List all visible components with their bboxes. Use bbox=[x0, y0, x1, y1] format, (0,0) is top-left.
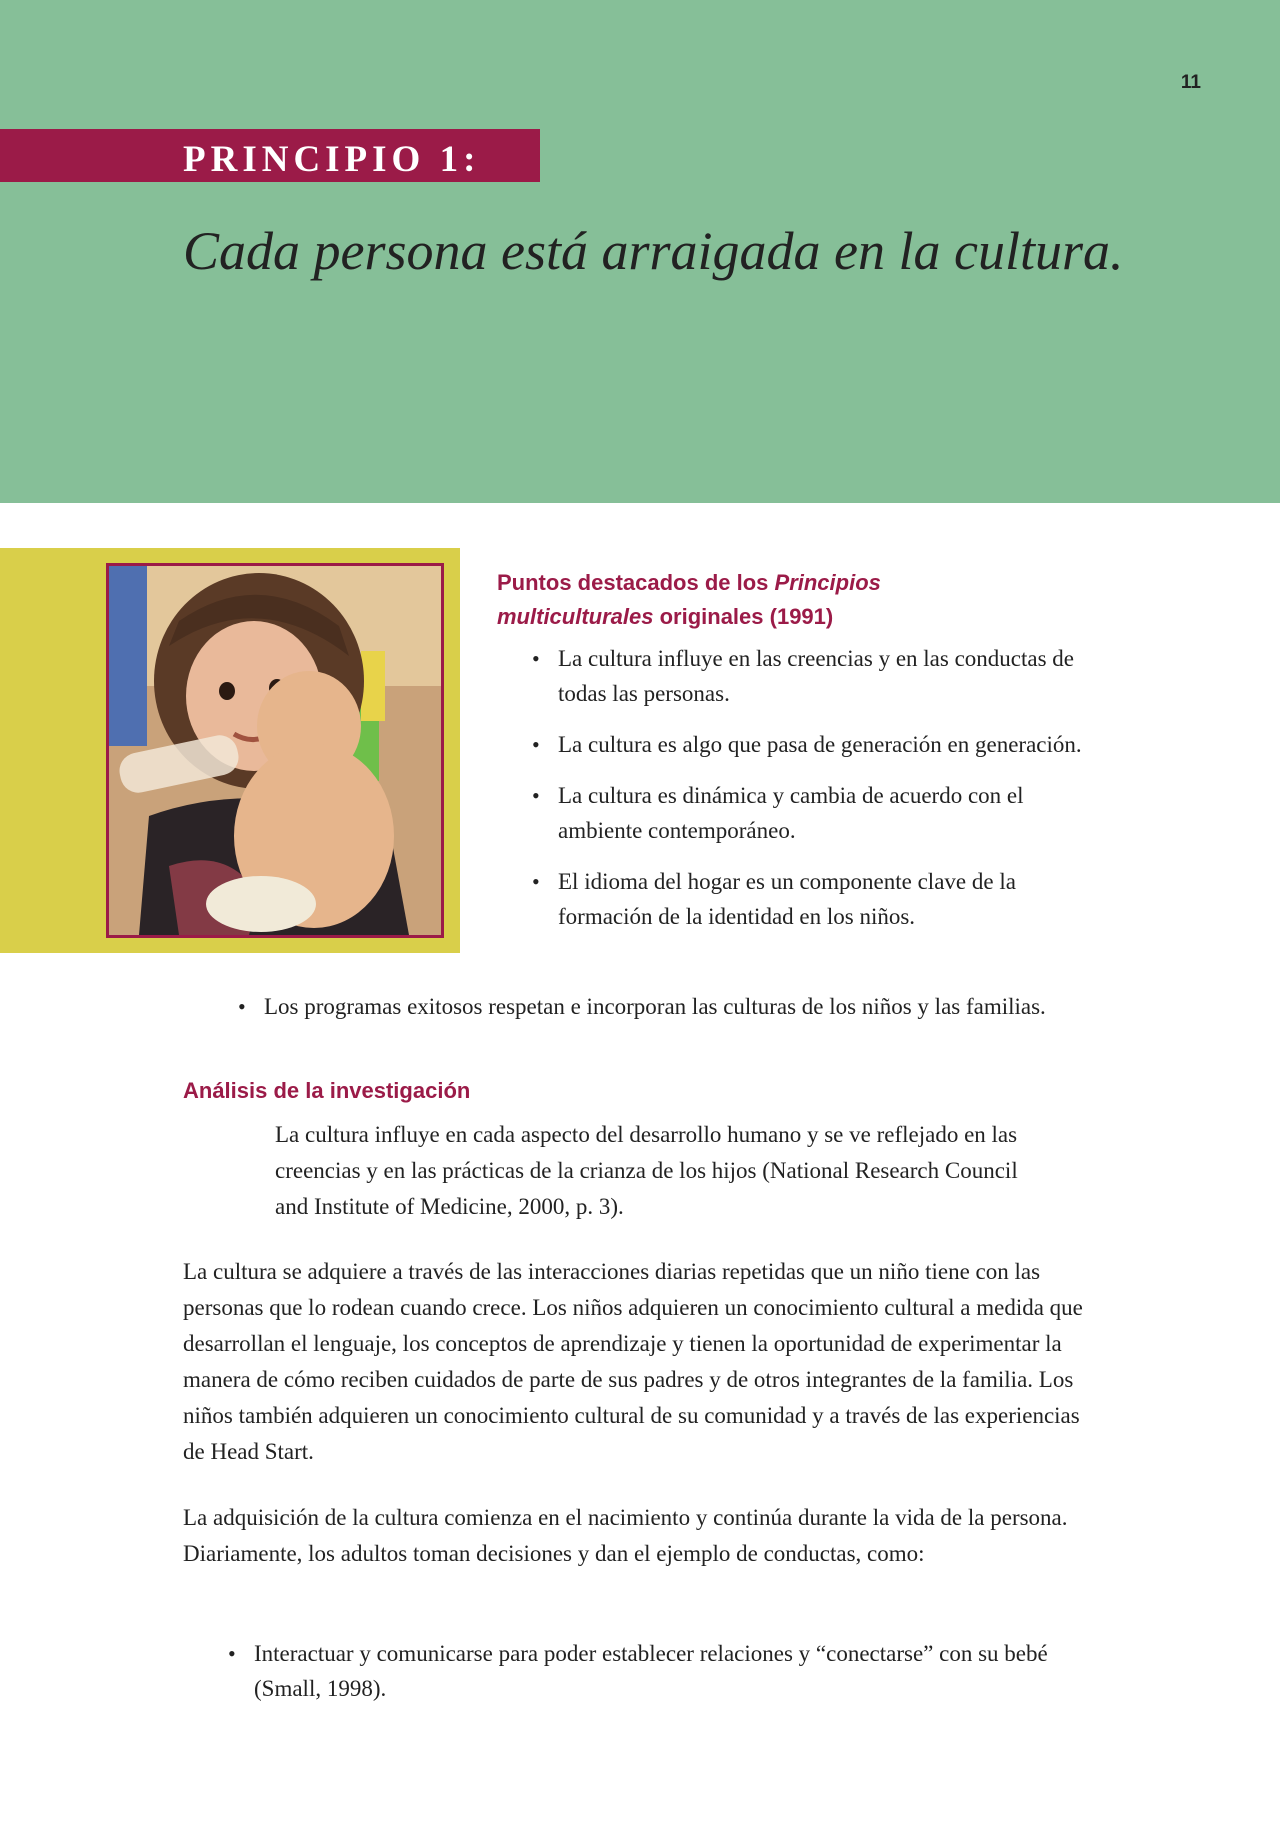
bullet-icon: • bbox=[532, 869, 540, 894]
highlights-list bbox=[532, 641, 1092, 950]
list-item bbox=[228, 1636, 1048, 1706]
list-item-text: La cultura es dinámica y cambia de acuerdo con el ambiente contemporáneo. bbox=[558, 783, 1024, 843]
list-item bbox=[532, 778, 1092, 848]
bullet-icon: • bbox=[532, 732, 540, 757]
body-paragraph: La cultura se adquiere a través de las interacciones diarias repetidas que un niño tiene con las personas que lo rodean cuando crece. Los niños adquieren un conocimiento cultural a medida que desarrollan el lenguaje, los conceptos de aprendizaje y tienen la oportunidad de experimentar la manera de cómo reciben cuidados de parte de sus padres y de otros integrantes de la familia. Los niños también adquieren un conocimiento cultural de su comunidad y a través de las experiencias de Head Start. bbox=[183, 1259, 1083, 1464]
bullet-icon: • bbox=[532, 783, 540, 808]
photo-girl-with-doll bbox=[106, 563, 444, 938]
bullet-icon: • bbox=[532, 646, 540, 671]
bullet-icon: • bbox=[228, 1641, 236, 1666]
list-item bbox=[532, 727, 1092, 762]
list-item bbox=[532, 641, 1092, 711]
body-paragraph: La adquisición de la cultura comienza en el nacimiento y continúa durante la vida de la persona. Diariamente, los adultos toman decisiones y dan el ejemplo de conductas, como: bbox=[183, 1505, 1068, 1566]
list-item bbox=[238, 989, 1058, 1024]
list-item-text: Los programas exitosos respetan e incorporan las culturas de los niños y las familias. bbox=[264, 994, 1046, 1019]
principle-label: PRINCIPIO 1: bbox=[183, 139, 481, 180]
list-item-text: La cultura es algo que pasa de generación en generación. bbox=[558, 732, 1082, 757]
highlights-list-continued bbox=[238, 989, 1058, 1024]
sidebar-heading-part2: originales (1991) bbox=[653, 604, 834, 629]
bullet-icon: • bbox=[238, 994, 246, 1019]
list-item-text: Interactuar y comunicarse para poder establecer relaciones y “conectarse” con su bebé (Small, 1998). bbox=[254, 1641, 1048, 1701]
list-item-text: El idioma del hogar es un componente clave de la formación de la identidad en los niños. bbox=[558, 869, 1016, 929]
list-item-text: La cultura influye en las creencias y en las conductas de todas las personas. bbox=[558, 646, 1074, 706]
principle-title: Cada persona está arraigada en la cultura. bbox=[183, 221, 1124, 281]
behaviors-list bbox=[228, 1636, 1048, 1706]
sidebar-heading-part1: Puntos destacados de los bbox=[497, 570, 775, 595]
section-heading: Análisis de la investigación bbox=[183, 1078, 471, 1103]
sidebar-heading bbox=[497, 566, 977, 634]
page-number: 11 bbox=[1180, 72, 1201, 93]
block-quote: La cultura influye en cada aspecto del desarrollo humano y se ve reflejado en las creencias y en las prácticas de la crianza de los hijos (National Research Council and Institute of Medicine, 2000, p. 3). bbox=[275, 1122, 1018, 1219]
list-item bbox=[532, 864, 1092, 934]
sidebar-heading-italic: Principios multiculturales bbox=[497, 570, 881, 629]
